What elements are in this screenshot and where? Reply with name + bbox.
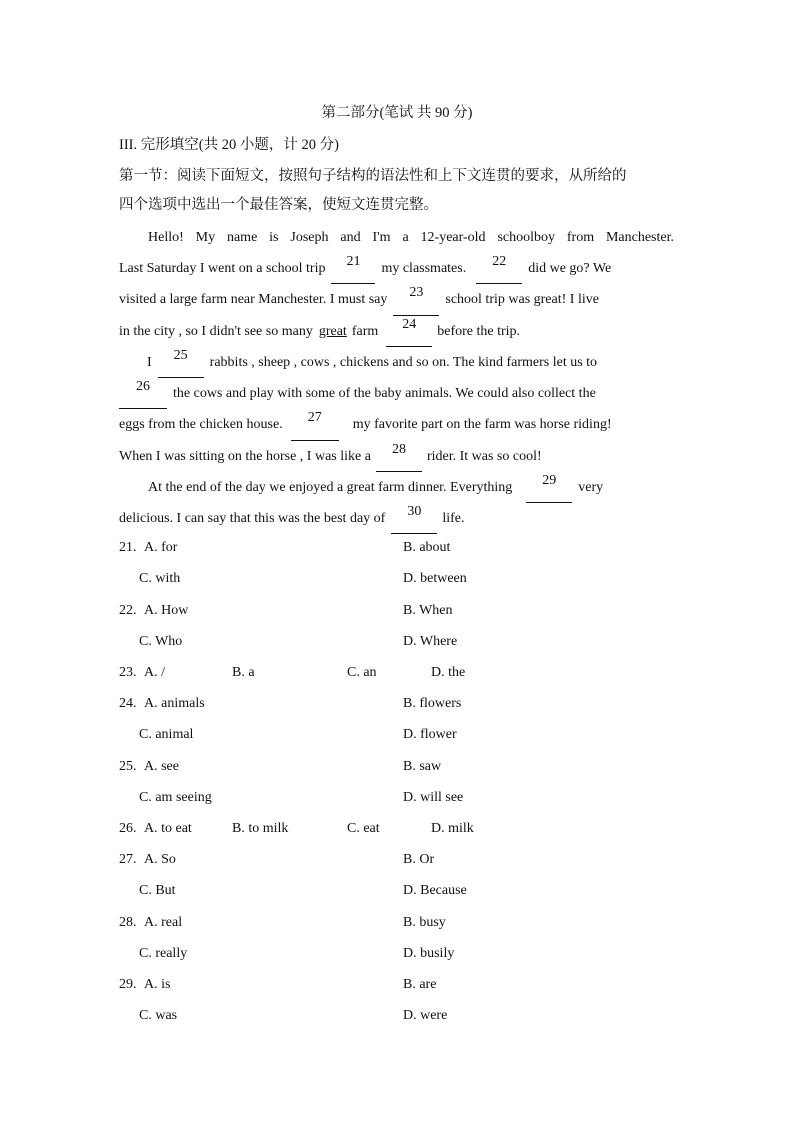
text: eggs from the chicken house. — [119, 417, 283, 433]
answer-blank[interactable]: 23 — [393, 284, 439, 315]
text: At the end of the day we enjoyed a great farm dinner. Everything — [148, 480, 513, 495]
page-title: 第二部分(笔试 共 90 分) — [321, 105, 473, 121]
option-b[interactable]: B. saw — [403, 759, 442, 774]
question-number: 25. — [119, 759, 137, 774]
option-b[interactable]: B. Or — [403, 852, 435, 867]
option-a[interactable]: A. is — [144, 977, 171, 992]
question-number: 21. — [119, 540, 137, 555]
option-d[interactable]: D. Where — [403, 634, 458, 649]
passage-line — [119, 472, 674, 503]
text: my favorite part on the farm was horse riding! — [352, 417, 612, 433]
option-d[interactable]: D. milk — [431, 821, 474, 836]
option-c[interactable]: C. eat — [347, 821, 380, 836]
question-number: 23. — [119, 665, 137, 680]
option-a[interactable]: A. to eat — [144, 821, 192, 836]
passage-line — [119, 503, 674, 534]
word: 12-year-old — [420, 230, 486, 245]
option-b[interactable]: B. When — [403, 603, 453, 618]
option-a[interactable]: A. / — [144, 665, 165, 680]
text: Last Saturday I went on a school trip — [119, 261, 326, 277]
passage-line — [119, 284, 674, 315]
passage-paragraph-3 — [119, 472, 674, 534]
answer-blank[interactable]: 21 — [331, 253, 375, 284]
text: visited a large farm near Manchester. I must say — [119, 292, 388, 308]
instruction-line: 四个选项中选出一个最佳答案，使短文连贯完整。 — [119, 197, 438, 213]
option-c[interactable]: C. an — [347, 665, 377, 680]
text: the cows and play with some of the baby animals. We could also collect the — [173, 386, 596, 402]
option-c[interactable]: C. Who — [139, 634, 183, 649]
text: did we go? We — [528, 261, 612, 277]
answer-blank[interactable]: 27 — [291, 409, 339, 440]
answer-blank[interactable]: 29 — [526, 472, 572, 503]
option-d[interactable]: D. Because — [403, 883, 467, 898]
passage-line — [119, 441, 674, 472]
text: before the trip. — [437, 323, 521, 339]
word: Manchester. — [605, 230, 674, 245]
text: rider. It was so cool! — [426, 448, 542, 464]
answer-blank[interactable]: 26 — [119, 378, 167, 409]
answer-blank[interactable]: 28 — [376, 441, 422, 472]
question-number: 27. — [119, 852, 137, 867]
word: from — [566, 230, 595, 245]
option-b[interactable]: B. are — [403, 977, 437, 992]
text: rabbits , sheep , cows , chickens and so on. The kind farmers let us to — [209, 355, 598, 370]
word: schoolboy — [497, 230, 555, 245]
text: I — [147, 355, 152, 370]
option-b[interactable]: B. to milk — [232, 821, 289, 836]
section-heading: III. 完形填空(共 20 小题，计 20 分) — [119, 137, 339, 153]
question-number: 24. — [119, 696, 137, 711]
question-number: 29. — [119, 977, 137, 992]
word: Joseph — [290, 230, 329, 245]
text: very — [578, 480, 604, 495]
option-a[interactable]: A. for — [144, 540, 178, 555]
option-a[interactable]: A. How — [144, 603, 189, 618]
option-c[interactable]: C. was — [139, 1008, 178, 1023]
text: in the city , so I didn't see so many — [119, 323, 313, 339]
word: a — [402, 230, 409, 245]
underlined-word: great — [318, 323, 347, 339]
option-c[interactable]: C. with — [139, 571, 181, 586]
text: life. — [442, 511, 465, 527]
question-number: 28. — [119, 915, 137, 930]
option-a[interactable]: A. animals — [144, 696, 205, 711]
word: name — [226, 230, 258, 245]
word: My — [195, 230, 216, 245]
word: and — [340, 230, 361, 245]
option-b[interactable]: B. flowers — [403, 696, 462, 711]
option-c[interactable]: C. really — [139, 946, 188, 961]
question-number: 22. — [119, 603, 137, 618]
option-a[interactable]: A. real — [144, 915, 183, 930]
word: Hello! — [148, 230, 184, 245]
text: my classmates. — [381, 261, 467, 277]
option-d[interactable]: D. were — [403, 1008, 448, 1023]
option-b[interactable]: B. about — [403, 540, 451, 555]
answer-blank[interactable]: 24 — [386, 316, 432, 347]
word: I'm — [372, 230, 391, 245]
answer-blank[interactable]: 30 — [391, 503, 437, 534]
passage-paragraph-1 — [119, 222, 674, 347]
instruction-line: 第一节：阅读下面短文，按照句子结构的语法性和上下文连贯的要求，从所给的 — [119, 168, 627, 184]
option-b[interactable]: B. busy — [403, 915, 446, 930]
option-a[interactable]: A. see — [144, 759, 179, 774]
passage-line — [119, 378, 674, 409]
answer-blank[interactable]: 25 — [158, 347, 204, 378]
text: farm — [351, 323, 379, 339]
text: school trip was great! I live — [445, 292, 599, 308]
word: is — [269, 230, 279, 245]
option-d[interactable]: D. busily — [403, 946, 455, 961]
passage-line — [119, 222, 674, 253]
answer-blank[interactable]: 22 — [476, 253, 522, 284]
option-d[interactable]: D. between — [403, 571, 467, 586]
option-d[interactable]: D. the — [431, 665, 466, 680]
passage-line — [119, 316, 674, 347]
passage-line — [119, 409, 674, 440]
option-a[interactable]: A. So — [144, 852, 176, 867]
passage-paragraph-2 — [119, 347, 674, 472]
passage-line — [119, 253, 674, 284]
option-d[interactable]: D. flower — [403, 727, 457, 742]
option-c[interactable]: C. am seeing — [139, 790, 212, 805]
option-c[interactable]: C. But — [139, 883, 176, 898]
text: delicious. I can say that this was the best day of — [119, 511, 386, 527]
question-number: 26. — [119, 821, 137, 836]
passage-line — [119, 347, 674, 378]
option-b[interactable]: B. a — [232, 665, 255, 680]
option-c[interactable]: C. animal — [139, 727, 194, 742]
text: When I was sitting on the horse , I was like a — [119, 448, 371, 464]
option-d[interactable]: D. will see — [403, 790, 464, 805]
